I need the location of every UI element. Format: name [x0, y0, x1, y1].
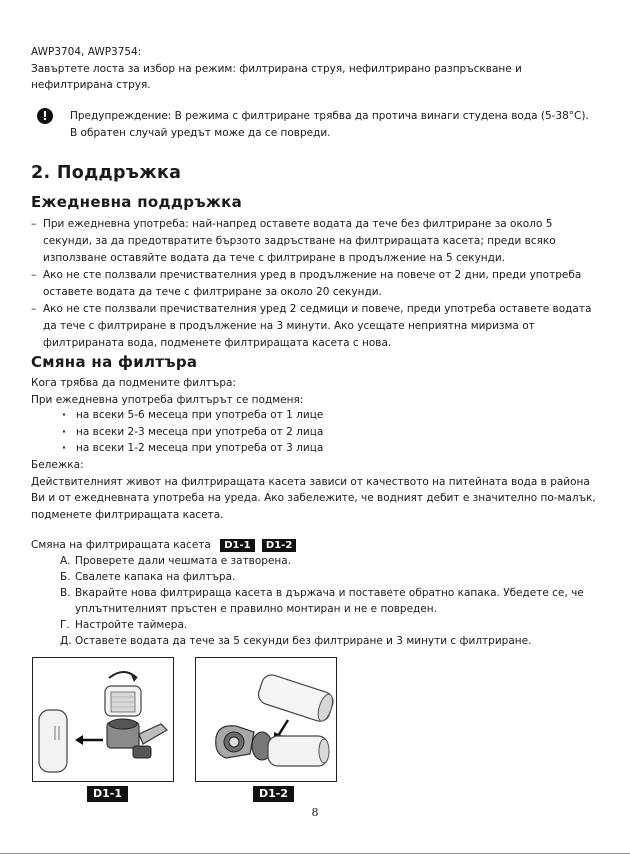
step-marker: Д.	[60, 635, 72, 647]
filter-daily-use: При ежедневна употреба филтърът се подменя:	[31, 393, 304, 406]
list-item: · на всеки 2-3 месеца при употреба от 2 лица	[62, 424, 323, 441]
model-numbers: AWP3704, AWP3754:	[31, 46, 142, 58]
warning-line-2: В обратен случай уредът може да се повреди.	[70, 127, 331, 139]
figure-d1-1	[32, 657, 174, 782]
step-text: Оставете водата да тече за 5 секунди без филтриране и 3 минути с филтриране.	[75, 635, 532, 647]
daily-maintenance-list	[31, 216, 596, 352]
step-text: Свалете капака на филтъра.	[75, 571, 236, 583]
footer-divider	[0, 853, 630, 854]
filter-replacement-title: Смяна на филтъра	[31, 353, 198, 371]
step-text: Настройте таймера.	[75, 619, 188, 631]
step-item	[60, 617, 600, 633]
step-item	[60, 633, 600, 649]
cartridge-insertion-illustration	[196, 658, 336, 781]
figure-label: D1-1	[87, 786, 128, 802]
replacement-steps	[60, 553, 600, 649]
daily-maintenance-title: Ежедневна поддръжка	[31, 193, 243, 211]
filter-when-text	[31, 375, 596, 408]
step-item	[60, 569, 600, 585]
section-title: 2. Поддръжка	[31, 163, 182, 183]
list-item: – Ако не сте ползвали пречиствателния уред 2 седмици и повече, преди употреба оставете водата да тече с филтриране в продължение на 3 минути. Ако усещате неприятна миризма от филтрираната вода, подменете филтриращата касета с нова.	[31, 301, 596, 352]
warning-note	[70, 108, 600, 142]
step-item	[60, 553, 600, 569]
figure-ref-badge: D1-2	[262, 539, 296, 552]
step-marker: Б.	[60, 571, 71, 583]
note-paragraph	[31, 457, 596, 523]
cartridge-heading-text: Смяна на филтриращата касета	[31, 539, 211, 551]
step-item	[60, 585, 600, 617]
list-item: · на всеки 5-6 месеца при употреба от 1 лице	[62, 407, 323, 424]
note-label: Бележка:	[31, 459, 84, 471]
figure-label: D1-2	[253, 786, 294, 802]
figure-ref-badge: D1-1	[220, 539, 254, 552]
step-text: Вкарайте нова филтрираща касета в държача и поставете обратно капака. Убедете се, че уплътнителният пръстен е правилно монтиран и не е повреден.	[75, 587, 584, 615]
list-item: · на всеки 1-2 месеца при употреба от 3 лица	[62, 440, 323, 457]
page-number: 8	[311, 806, 319, 819]
exclamation-icon: !	[37, 108, 53, 124]
step-marker: А.	[60, 555, 71, 567]
cartridge-replacement-heading	[31, 537, 596, 554]
filter-cover-removal-illustration	[33, 658, 173, 781]
list-item: – Ако не сте ползвали пречиствателния уред в продължение на повече от 2 дни, преди употреба оставете водата да тече с филтриране за около 20 секунди.	[31, 267, 596, 301]
list-item: – При ежедневна употреба: най-напред оставете водата да тече без филтриране за около 5 секунди, за да предотвратите бързото задръстване на филтриращата касета; преди всяко използване оставяйте водата да тече с филтриране в продължение на 5 секунди.	[31, 216, 596, 267]
figure-d1-2	[195, 657, 337, 782]
filter-when: Кога трябва да подмените филтъра:	[31, 377, 236, 389]
intro-text: Завъртете лоста за избор на режим: филтрирана струя, нефилтрирано разпръскване и нефилтрирана струя.	[31, 62, 522, 91]
warning-line-1: Предупреждение: В режима с филтриране трябва да протича винаги студена вода (5-38°C).	[70, 110, 589, 122]
step-marker: В.	[60, 587, 71, 599]
replacement-interval-list	[62, 407, 323, 457]
intro-paragraph	[31, 44, 596, 94]
step-text: Проверете дали чешмата е затворена.	[75, 555, 292, 567]
note-text: Действителният живот на филтриращата касета зависи от качеството на питейната вода в района Ви и от ежедневната употреба на уреда. Ако забележите, че водният дебит е значително по-малък, подменете филтриращата касета.	[31, 475, 596, 521]
step-marker: Г.	[60, 619, 70, 631]
